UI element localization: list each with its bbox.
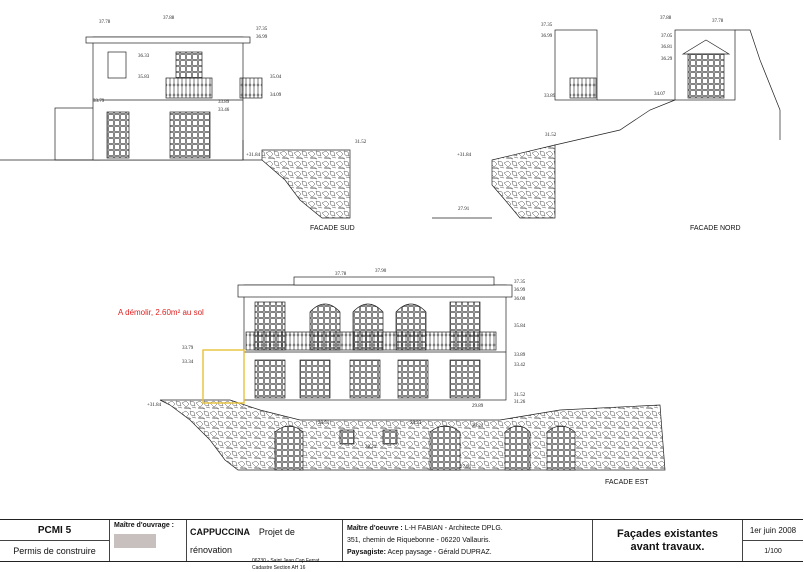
facade-est-title: FACADE EST	[605, 479, 649, 486]
svg-text:36.99: 36.99	[256, 35, 268, 40]
sheet-type: Permis de construire	[13, 546, 96, 556]
svg-text:37.78: 37.78	[335, 272, 347, 277]
svg-text:33.89: 33.89	[218, 100, 230, 105]
svg-text:27.91: 27.91	[458, 207, 470, 212]
svg-text:33.42: 33.42	[514, 363, 526, 368]
svg-text:35.84: 35.84	[514, 324, 526, 329]
architect-name: L-H FABIAN - Architecte DPLG.	[404, 525, 503, 532]
svg-text:31.52: 31.52	[355, 140, 367, 145]
svg-text:36.33: 36.33	[138, 54, 150, 59]
svg-text:37.35: 37.35	[256, 27, 268, 32]
facade-nord	[432, 30, 780, 218]
project-cadastre: Cadastre Section AH 16	[252, 565, 306, 571]
svg-text:37.35: 37.35	[541, 23, 553, 28]
svg-text:33.89: 33.89	[514, 353, 526, 358]
landscape-label: Paysagiste:	[347, 549, 386, 556]
sheet-id-cell	[0, 520, 110, 561]
svg-text:36.00: 36.00	[514, 297, 526, 302]
svg-text:37.88: 37.88	[660, 16, 672, 21]
title-block	[0, 519, 803, 571]
svg-text:31.52: 31.52	[545, 133, 557, 138]
svg-text:37.78: 37.78	[99, 20, 111, 25]
svg-text:33.79: 33.79	[93, 99, 105, 104]
svg-text:36.81: 36.81	[661, 45, 673, 50]
svg-text:34.09: 34.09	[270, 93, 282, 98]
project-type: Projet de rénovation	[190, 527, 295, 555]
svg-text:33.89: 33.89	[544, 94, 556, 99]
project-address: 06230 - Saint Jean Cap Ferrat	[252, 558, 320, 564]
architect-label: Maître d'oeuvre :	[347, 525, 403, 532]
client-label: Maître d'ouvrage :	[114, 522, 175, 529]
demolition-note: A démolir, 2.60m² au sol	[118, 308, 204, 317]
project-name: CAPPUCCINA	[190, 527, 251, 537]
svg-text:36.99: 36.99	[514, 288, 526, 293]
sheet-title-line1: Façades existantes	[617, 527, 718, 540]
facade-sud	[0, 37, 350, 218]
team-cell	[343, 520, 593, 561]
svg-text:37.05: 37.05	[661, 34, 673, 39]
svg-text:36.99: 36.99	[541, 34, 553, 39]
svg-text:29.21: 29.21	[472, 424, 484, 429]
sheet-title-line2: avant travaux.	[630, 540, 705, 553]
svg-text:37.78: 37.78	[712, 19, 724, 24]
svg-text:31.26: 31.26	[514, 400, 526, 405]
client-redacted-swatch	[114, 534, 156, 548]
svg-text:28.51: 28.51	[318, 421, 330, 426]
demolition-zone	[203, 350, 244, 403]
svg-text:31.52: 31.52	[514, 393, 526, 398]
svg-text:37.35: 37.35	[514, 280, 526, 285]
landscape-name: Acep paysage - Gérald DUPRAZ.	[387, 549, 492, 556]
sheet-code: PCMI 5	[0, 520, 109, 541]
svg-text:29.89: 29.89	[472, 404, 484, 409]
svg-text:33.79: 33.79	[182, 346, 194, 351]
svg-text:33.46: 33.46	[218, 108, 230, 113]
architect-address: 351, chemin de Riquebonne - 06220 Vallauris.	[347, 537, 491, 544]
svg-text:28.23: 28.23	[410, 421, 422, 426]
svg-text:34.07: 34.07	[654, 92, 666, 97]
sheet-title-cell	[593, 520, 743, 561]
project-cell	[187, 520, 343, 571]
svg-text:+31.84: +31.84	[246, 153, 261, 158]
svg-text:+31.84: +31.84	[457, 153, 472, 158]
sheet-scale: 1/100	[764, 547, 782, 555]
svg-text:28.21: 28.21	[365, 445, 377, 450]
svg-text:+31.84: +31.84	[147, 403, 162, 408]
svg-text:27.91: 27.91	[460, 465, 472, 470]
facade-nord-title: FACADE NORD	[690, 225, 741, 232]
svg-text:37.88: 37.88	[163, 16, 175, 21]
facade-sud-title: FACADE SUD	[310, 225, 355, 232]
svg-text:33.34: 33.34	[182, 360, 194, 365]
svg-text:35.83: 35.83	[138, 75, 150, 80]
facade-est	[160, 277, 665, 470]
svg-text:35.04: 35.04	[270, 75, 282, 80]
client-cell	[110, 520, 187, 561]
sheet-date: 1er juin 2008	[743, 520, 803, 541]
date-scale-cell	[743, 520, 803, 561]
svg-text:36.29: 36.29	[661, 57, 673, 62]
svg-text:37.90: 37.90	[375, 269, 387, 274]
